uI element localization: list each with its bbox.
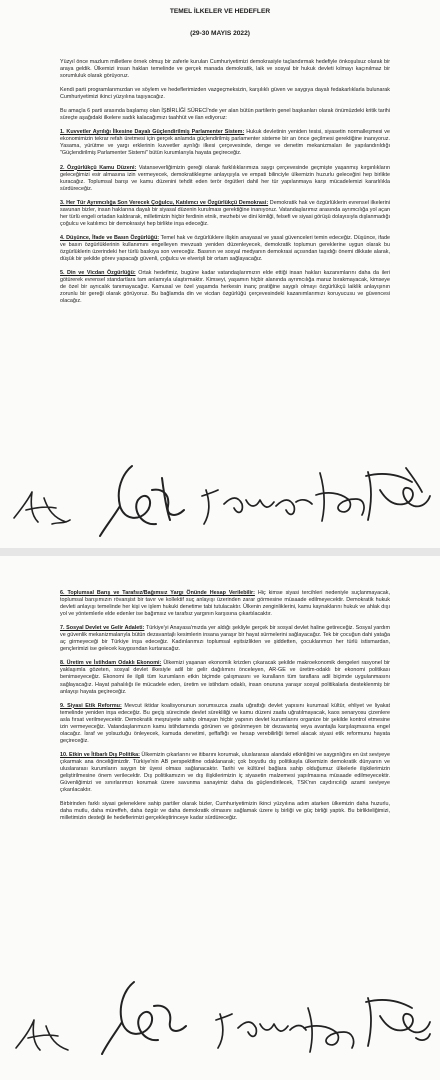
principle-text: Vatanseverliğimizin gereği olarak farklılıklarımıza saygı çerçevesinde geçmişte yaşanmış kırgınlıkların geleceğimizi esir almasına izin vermeyecek, demokratikleşme anlayışıyla ve empati bilinciyle ülkemizin huzurlu geleceğini hep birlikte kuracağız. Toplumsal barışı ve kamu düzenini tehdit eden terör örgütleri dahil her tür yapılanmaya karşı mücadelemizi kararlılıkla sürdüreceğiz. <box>60 164 390 192</box>
principle-heading: 6. Toplumsal Barış ve Tarafsız/Bağımsız Yargı Önünde Hesap Verilebilir: <box>60 590 255 596</box>
principle-item <box>60 590 390 618</box>
principle-text: Hiç kimse siyasi tercihleri nedeniyle suçlanmayacak, toplumsal barışımızın rövanşist bir tavır ve kollektif suç anlayışı üzerinden zarar görmesine müsaade edilmeyecektir. Demokratik hukuk devleti anlayışı temelinde her kişi ve işlem hukuki denetime tabi tutulacaktır. Ülkenin zenginliklerini, kamu kaynaklarını hukuk ve ahlak dışı yol ve yöntemlerle elde edenler ise bağımsız ve tarafsız yargının karşısına çıkartılacaktır. <box>60 590 390 618</box>
principle-text: Ortak hedefimiz, bugüne kadar vatandaşlarımızın elde ettiği insan hakları kazanımlarını daha da ileri götürerek evrensel standartlara tam anlamıyla ulaştırmaktır. Kimseyi, yaşamın hiçbir alanında ayrımcılığa maruz bırakmayacak, kimseye de özel bir ayrıcalık tanımayacağız. Kamusal ve özel yaşamda herkesin inanç pratiğine saygılı olmayı özgürlükçü laiklik anlayışının zorunlu bir gereği olarak görüyoruz. Bu bağlamda din ve vicdan özgürlüğü çerçevesindeki kazanımlarımızı koruyucusu ve güvencesi olacağız. <box>60 270 390 305</box>
principle-text: Hukuk devletinin yeniden tesisi, siyasetin normalleşmesi ve ekonomimizin tekrar refah üretmesi için gerçek anlamda güçlendirilmiş parlamenter sisteme bir an önce geçilmesi gerektiğine inanıyoruz. Yasama, yürütme ve yargı erklerinin kuvvetler ayrılığı ilkesi çerçevesinde, denge ve denetim mekanizmaları ile yapılandırıldığı "Güçlendirilmiş Parlamenter Sistemi" bütün kurumlarıyla hayata geçireceğiz. <box>60 129 390 157</box>
document-date: (29-30 MAYIS 2022) <box>190 30 250 37</box>
principle-text: Türkiye'yi Anayasa'mızda yer aldığı şekliyle gerçek bir sosyal devlet haline getireceğiz. Sosyal yardım ve güvenlik mekanizmalarıyla bütün dezavantajlı kesimlerin insana yaraşır bir hayat sürmelerini sağlayacağız. Tek bir çocuğun dahi yatağa aç girmeyeceği bir Türkiye inşa edeceğiz. Kadınlarımızı toplumsal eşitsizlikten ve şiddetten, çocuklarımızı her türlü istismardan, gençlerimizi ise gelecek kaygısından kurtaracağız. <box>60 625 390 653</box>
intro-paragraph: Bu amaçla 6 parti arasında başlamış olan İŞBİRLİĞİ SÜRECİ'nde yer alan bütün partilerin genel başkanları olarak önümüzdeki kritik tarihi süreçte aşağıdaki ilkelere sadık kalacağımızı taahhüt ve ilan ediyoruz: <box>60 108 390 122</box>
principle-text: Ülkemizi yaşanan ekonomik krizden çıkaracak şekilde makroekonomik dengeleri rasyonel bir yaklaşımla gözeten, sosyal devlet ilkesiyle adil bir gelir dağılımını önceleyen, AR-GE ve üretim-odaklı bir ekonomi politikası benimseyeceğiz. Ekonomi ile ilgili tüm kurumların etkin biçimde çalışmasını ve kuralların tüm taraflara adil biçimde uygulanmasını sağlayacağız. Hayat pahalılığı ile mücadele eden, üretim ve istihdam odaklı, insan onuruna yaraşır sosyal politikalarla desteklenmiş bir anlayışı hayata geçireceğiz. <box>60 660 390 695</box>
signature-3 <box>198 478 316 533</box>
principle-item <box>60 235 390 263</box>
signature-5 <box>362 462 434 534</box>
principle-heading: 8. Üretim ve İstihdam Odaklı Ekonomi: <box>60 660 162 667</box>
principle-text: Demokratik hak ve özgürlüklerin evrensel ilkelerini savunan bizler, insan haklarına dayalı bir siyasal düzenin kurulması gerektiğine inanıyoruz. Vatandaşlarımız arasında ayrımcılığa yol açan her türlü engeli ortadan kaldırarak, milletimizin hiçbir ferdinin etnik, mezhebi ve dini kimliği, felsefi ve siyasi görüşü dolayısıyla dışlanmadığı çoğulcu ve katılımcı bir demokrasiyi hep birlikte inşa edeceğiz. <box>60 199 390 227</box>
principle-heading: 7. Sosyal Devlet ve Gelir Adaleti: <box>60 625 145 632</box>
intro-paragraph: Kendi parti programlarımızdan ve söylem ve hedeflerimizden vazgeçmeksizin, karşılıklı güven ve saygıya dayalı fedakarlıklarla bulunarak Cumhuriyetimizi ikinci yüzyılına taşıyacağız. <box>60 87 390 101</box>
principle-text: Temel hak ve özgürlüklere ilişkin anayasal ve yasal güvenceleri temin edeceğiz. Düşünce, ifade ve basın özgürlüklerinin kullanımını engelleyen mevzuatı yeniden düzenleyecek, demokratik toplumun gereklerine uygun olarak bu özgürlüklerin üzerindeki her türlü baskıya son vereceğiz. Basının ve sosyal medyanın demokrasi açısından taşıdığı önemi dikkate alarak, düşük bir şekilde görev yapacağı güvenli, çoğulcu ve elverişli bir ortam sağlayacağız. <box>60 234 390 263</box>
principle-item <box>60 752 390 794</box>
principle-item <box>60 165 390 193</box>
principle-heading: 9. Siyasi Etik Reformu: <box>60 702 122 709</box>
principle-text: Ülkemizin çıkarlarını ve itibarını korumak, uluslararası alandaki etkinliğini ve saygınlığını en üst seviyeye çıkarmak ana önceliğimizdir. Türkiye'nin AB perspektifine odaklanarak; çok boyutlu dış politikayla ülkemizin demokratik dünyanın ve uluslararası kurumların saygın bir üyesi olması sağlanacaktır. Tarihi ve kültürel bağlara sahip olduğumuz ülkelerle ilişkilerimizin geliştirilmesine önem verilecektir. Dış politikamızın ve dış ilişkilerimizin iç siyasetin malzemesi yapılmasına müsaade edilmeyecektir. Güvenliğimizi ve sınırlarımızı korumak üzere savunma sanayimiz daha da güçlendirilecek, TSK'nın caydırıcılığı azami seviyeye çıkarılacaktır. <box>60 751 390 794</box>
principle-item <box>60 270 390 305</box>
document-title: TEMEL İLKELER VE HEDEFLER <box>169 8 271 15</box>
principle-heading: 2. Özgürlükçü Kamu Düzeni: <box>60 164 137 171</box>
principle-item <box>60 703 390 745</box>
intro-paragraph: Yüzyıl önce mazlum milletlere örnek olmuş bir zaferle kurulan Cumhuriyetimizi demokrasiyle taçlandırmak hedefiyle önkoşulsuz olarak bir araya geldik. Ülkemizi insan hakları temelinde ve gerçek manada demokratik, laik ve sosyal bir hukuk devleti kılmayı kaçınılmaz bir sorumluluk olarak görüyoruz. <box>60 59 390 80</box>
principle-heading: 5. Din ve Vicdan Özgürlüğü: <box>60 270 136 277</box>
signature-1 <box>8 478 78 533</box>
principle-item <box>60 200 390 228</box>
principle-text: Mevcut iktidar koalisyonunun sorumsuzca zaafa uğrattığı devlet yapısını kurumsal kültür, ehliyet ve liyakat temelinde yeniden inşa edeceğiz. Bu geçiş sürecinde devlet sürekliliği ve kamu düzeni zaafa uğratılmayacak, kaos senaryosu çizenlere asla fırsat verilmeyecektir. Demokratik meşruiyete sahip olmayan hiçbir yapının devlet kurumlarını organize bir şekilde kontrol etmesine izin vermeyeceğiz. Vatandaşlarımızın kamu istihdamında görünen ve görünmeyen bir dezavantaj veya avantajla karşılaşmasına engel olacağız. İsraf ve yolsuzluğu önleyecek, kamuda denetimi, şeffaflığı ve hesap verebilirliği temel alacak siyasi etik reformunu hayata geçireceğiz. <box>60 702 391 744</box>
principle-heading: 1. Kuvvetler Ayrılığı İlkesine Dayalı Güçlendirilmiş Parlamenter Sistem: <box>60 129 245 136</box>
page1-body <box>60 59 390 312</box>
page2-body <box>60 590 390 829</box>
principle-heading: 3. Her Tür Ayrımcılığa Son Verecek Çoğulcu, Katılımcı ve Özgürlükçü Demokrasi: <box>60 199 269 206</box>
principle-heading: 4. Düşünce, İfade ve Basın Özgürlüğü: <box>60 234 160 241</box>
principle-item <box>60 625 390 653</box>
principle-heading: 10. Etkin ve İtibarlı Dış Politika: <box>60 751 140 758</box>
signature-1 <box>10 1004 76 1062</box>
signature-5 <box>362 986 434 1062</box>
signature-2 <box>94 974 194 1064</box>
principle-item <box>60 129 390 157</box>
principle-item <box>60 660 390 695</box>
document-page-2 <box>0 556 440 1080</box>
signature-4 <box>300 1000 364 1062</box>
signature-3 <box>212 1004 312 1056</box>
closing-paragraph: Birbirinden farklı siyasi geleneklere sahip partiler olarak bizler, Cumhuriyetimizin ikinci yüzyılına adım atarken ülkemizin daha huzurlu, daha mutlu, daha müreffeh, daha özgür ve daha demokratik olmasını sağlamak üzere iş birliği ve güç birliği yaptık. Bu birlikteliğimizi, milletimizin desteği ile hedeflerimizi gerçekleştirinceye kadar sürdüreceğiz. <box>60 801 390 822</box>
signature-2 <box>92 460 197 545</box>
